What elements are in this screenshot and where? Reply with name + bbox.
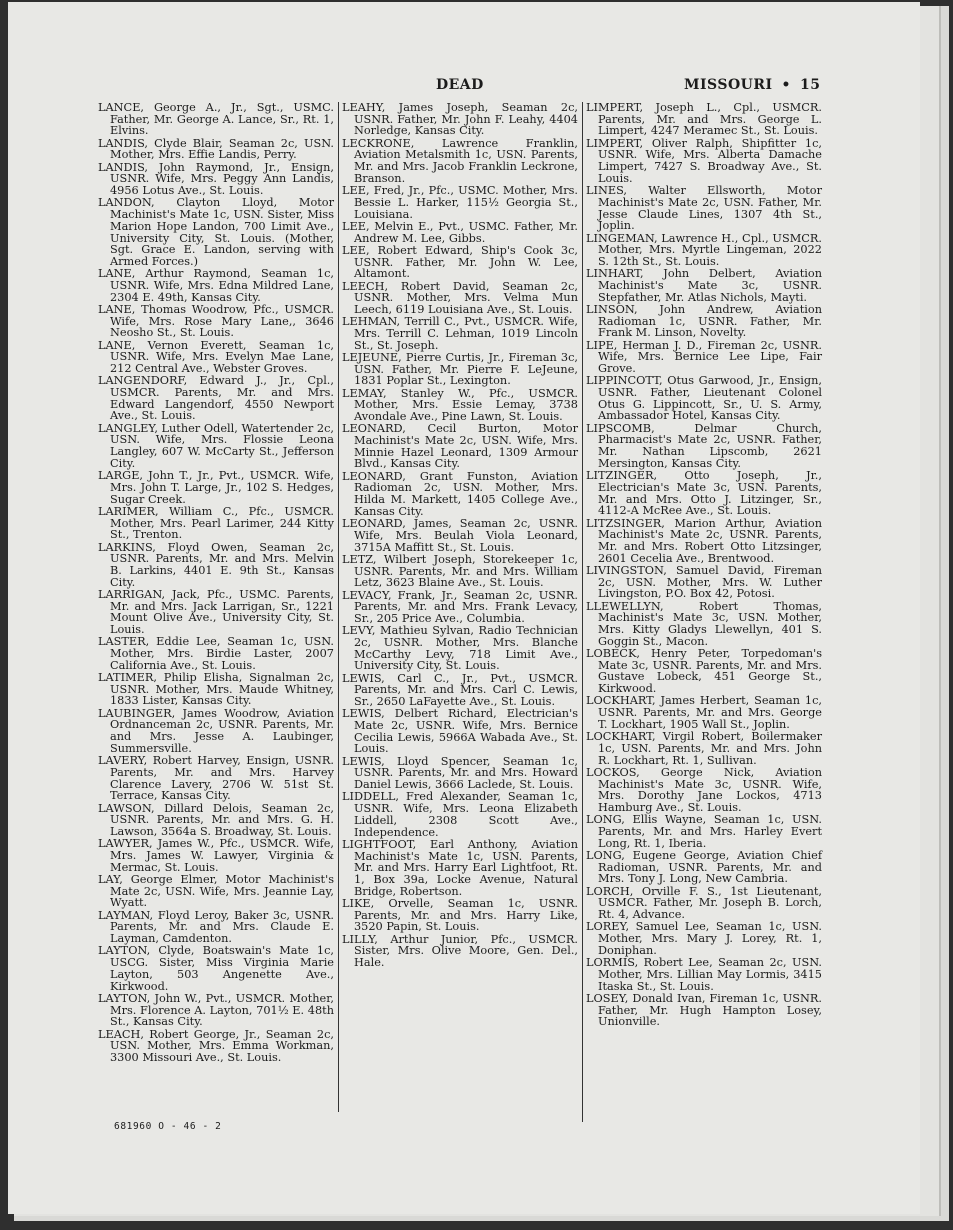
casualty-entry: LECKRONE, Lawrence Franklin, Aviation Metalsmith 1c, USN. Parents, Mr. and Mrs. Jacob Franklin Leckrone, Branson.	[342, 136, 578, 185]
casualty-entry: LETZ, Wilbert Joseph, Storekeeper 1c, USNR. Parents, Mr. and Mrs. William Letz, 3623 Blaine Ave., St. Louis.	[342, 552, 578, 590]
state-heading: MISSOURI	[684, 77, 773, 93]
casualty-entry: LIGHTFOOT, Earl Anthony, Aviation Machinist's Mate 1c, USN. Parents, Mr. and Mrs. Harry Earl Lightfoot, Rt. 1, Box 39a, Locke Avenue, Natural Bridge, Robertson.	[342, 837, 578, 898]
casualty-entry: LLEWELLYN, Robert Thomas, Machinist's Mate 3c, USN. Mother, Mrs. Kitty Gladys Llewellyn, 401 S. Goggin St., Macon.	[586, 599, 822, 648]
casualty-entry: LANDIS, Clyde Blair, Seaman 2c, USN. Mother, Mrs. Effie Landis, Perry.	[98, 136, 334, 162]
casualty-entry: LEE, Fred, Jr., Pfc., USMC. Mother, Mrs. Bessie L. Harker, 115½ Georgia St., Louisiana.	[342, 184, 578, 221]
casualty-entry: LOCKHART, James Herbert, Seaman 1c, USNR. Parents, Mr. and Mrs. George T. Lockhart, 1905 Wall St., Joplin.	[586, 694, 822, 731]
casualty-entry: LEWIS, Carl C., Jr., Pvt., USMCR. Parents, Mr. and Mrs. Carl C. Lewis, Sr., 2650 LaFayette Ave., St. Louis.	[342, 671, 578, 709]
casualty-entry: LEVY, Mathieu Sylvan, Radio Technician 2c, USNR. Mother, Mrs. Blanche McCarthy Levy, 718 Limit Ave., University City, St. Louis.	[342, 624, 578, 673]
print-code: 681960 O - 46 - 2	[114, 1121, 222, 1132]
section-heading: DEAD	[436, 77, 484, 93]
casualty-entry: LORMIS, Robert Lee, Seaman 2c, USN. Mother, Mrs. Lillian May Lormis, 3415 Itaska St., St. Louis.	[586, 956, 822, 993]
casualty-entry: LEWIS, Lloyd Spencer, Seaman 1c, USNR. Parents, Mr. and Mrs. Howard Daniel Lewis, 3666 Laclede, St. Louis.	[342, 754, 578, 792]
casualty-entry: LEONARD, James, Seaman 2c, USNR. Wife, Mrs. Beulah Viola Leonard, 3715A Maffitt St., St. Louis.	[342, 517, 578, 554]
casualty-entry: LAY, George Elmer, Motor Machinist's Mate 2c, USN. Wife, Mrs. Jeannie Lay, Wyatt.	[98, 872, 334, 910]
casualty-entry: LIMPERT, Oliver Ralph, Shipfitter 1c, USNR. Wife, Mrs. Alberta Damache Limpert, 7427 S. Broadway Ave., St. Louis.	[586, 136, 822, 185]
casualty-entry: LEONARD, Cecil Burton, Motor Machinist's Mate 2c, USN. Wife, Mrs. Minnie Hazel Leonard, 1309 Armour Blvd., Kansas City.	[342, 422, 578, 471]
casualty-entry: LAYMAN, Floyd Leroy, Baker 3c, USNR. Parents, Mr. and Mrs. Claude E. Layman, Camdenton.	[98, 908, 334, 946]
casualty-entry: LOCKOS, George Nick, Aviation Machinist's Mate 3c, USNR. Wife, Mrs. Dorothy Jane Lockos, 4713 Hamburg Ave., St. Louis.	[586, 765, 822, 814]
casualty-entry: LIPSCOMB, Delmar Church, Pharmacist's Mate 2c, USNR. Father, Mr. Nathan Lipscomb, 2621 Mersington, Kansas City.	[586, 421, 822, 470]
casualty-entry: LARRIGAN, Jack, Pfc., USMC. Parents, Mr. and Mrs. Jack Larrigan, Sr., 1221 Mount Olive Ave., University City, St. Louis.	[98, 587, 334, 637]
casualty-entry: LINES, Walter Ellsworth, Motor Machinist's Mate 2c, USN. Father, Mr. Jesse Claude Lines, 1307 4th St., Joplin.	[586, 184, 822, 233]
casualty-entry: LAWSON, Dillard Delois, Seaman 2c, USNR. Parents, Mr. and Mrs. G. H. Lawson, 3564a S. Broadway, St. Louis.	[98, 801, 334, 838]
casualty-entry: LANGENDORF, Edward J., Jr., Cpl., USMCR. Parents, Mr. and Mrs. Edward Langendorf, 4550 Newport Ave., St. Louis.	[98, 374, 334, 423]
casualty-entry: LILLY, Arthur Junior, Pfc., USMCR. Sister, Mrs. Olive Moore, Gen. Del., Hale.	[342, 932, 578, 970]
casualty-entry: LIMPERT, Joseph L., Cpl., USMCR. Parents, Mr. and Mrs. George L. Limpert, 4247 Meramec St., St. Louis.	[586, 101, 822, 138]
casualty-entry: LAYTON, John W., Pvt., USMCR. Mother, Mrs. Florence A. Layton, 701½ E. 48th St., Kansas City.	[98, 991, 334, 1029]
casualty-entry: LEHMAN, Terrill C., Pvt., USMCR. Wife, Mrs. Terrill C. Lehman, 1019 Lincoln St., St. Joseph.	[342, 315, 578, 352]
casualty-entry: LIPPINCOTT, Otus Garwood, Jr., Ensign, USNR. Father, Lieutenant Colonel Otus G. Lippincott, Sr., U. S. Army, Ambassador Hotel, Kansas City.	[586, 374, 822, 423]
column-1	[98, 102, 334, 1064]
casualty-entry: LINHART, John Delbert, Aviation Machinist's Mate 3c, USNR. Stepfather, Mr. Atlas Nichols, Mayti.	[586, 267, 822, 304]
casualty-entry: LEECH, Robert David, Seaman 2c, USNR. Mother, Mrs. Velma Mun Leech, 6119 Louisiana Ave., St. Louis.	[342, 279, 578, 316]
bullet-separator: •	[781, 77, 791, 93]
casualty-entry: LEJEUNE, Pierre Curtis, Jr., Fireman 3c, USN. Father, Mr. Pierre F. LeJeune, 1831 Poplar St., Lexington.	[342, 350, 578, 388]
casualty-entry: LEE, Robert Edward, Ship's Cook 3c, USNR. Father, Mr. John W. Lee, Altamont.	[342, 243, 578, 281]
casualty-entry: LATIMER, Philip Elisha, Signalman 2c, USNR. Mother, Mrs. Maude Whitney, 1833 Lister, Kansas City.	[98, 671, 334, 708]
casualty-entry: LIDDELL, Fred Alexander, Seaman 1c, USNR. Wife, Mrs. Leona Elizabeth Liddell, 2308 Scott Ave., Independence.	[342, 790, 578, 839]
column-divider-1	[338, 102, 339, 1112]
casualty-entry: LEVACY, Frank, Jr., Seaman 2c, USNR. Parents, Mr. and Mrs. Frank Levacy, Sr., 205 Price Ave., Columbia.	[342, 588, 578, 625]
casualty-entry: LAWYER, James W., Pfc., USMCR. Wife, Mrs. James W. Lawyer, Virginia & Mermac, St. Louis.	[98, 837, 334, 874]
casualty-entry: LONG, Eugene George, Aviation Chief Radioman, USNR. Parents, Mr. and Mrs. Tony J. Long, New Cambria.	[586, 848, 822, 886]
casualty-entry: LITZINGER, Otto Joseph, Jr., Electrician's Mate 3c, USN. Parents, Mr. and Mrs. Otto J. Litzinger, Sr., 4112-A McRee Ave., St. Louis.	[586, 469, 822, 518]
casualty-entry: LIVINGSTON, Samuel David, Fireman 2c, USN. Mother, Mrs. W. Luther Livingston, P.O. Box 42, Potosi.	[586, 563, 822, 601]
casualty-entry: LOBECK, Henry Peter, Torpedoman's Mate 3c, USNR. Parents, Mr. and Mrs. Gustave Lobeck, 451 George St., Kirkwood.	[586, 647, 822, 696]
casualty-entry: LIKE, Orvelle, Seaman 1c, USNR. Parents, Mr. and Mrs. Harry Like, 3520 Papin, St. Louis.	[342, 896, 578, 934]
casualty-entry: LEMAY, Stanley W., Pfc., USMCR. Mother, Mrs. Essie Lemay, 3738 Avondale Ave., Pine Lawn, St. Louis.	[342, 386, 578, 424]
casualty-entry: LANGLEY, Luther Odell, Watertender 2c, USN. Wife, Mrs. Flossie Leona Langley, 607 W. McCarty St., Jefferson City.	[98, 421, 334, 470]
column-3	[586, 102, 822, 1029]
casualty-entry: LINGEMAN, Lawrence H., Cpl., USMCR. Mother, Mrs. Myrtle Lingeman, 2022 S. 12th St., St. Louis.	[586, 231, 822, 268]
casualty-entry: LASTER, Eddie Lee, Seaman 1c, USN. Mother, Mrs. Birdie Laster, 2007 California Ave., St. Louis.	[98, 635, 334, 672]
casualty-entry: LAVERY, Robert Harvey, Ensign, USNR. Parents, Mr. and Mrs. Harvey Clarence Lavery, 2706 W. 51st St. Terrace, Kansas City.	[98, 754, 334, 803]
casualty-entry: LEE, Melvin E., Pvt., USMC. Father, Mr. Andrew M. Lee, Gibbs.	[342, 219, 578, 245]
casualty-entry: LAUBINGER, James Woodrow, Aviation Ordnanceman 2c, USNR. Parents, Mr. and Mrs. Jesse A. Laubinger, Summersville.	[98, 706, 334, 755]
casualty-entry: LANCE, George A., Jr., Sgt., USMC. Father, Mr. George A. Lance, Sr., Rt. 1, Elvins.	[98, 101, 334, 138]
casualty-entry: LORCH, Orville F. S., 1st Lieutenant, USMCR. Father, Mr. Joseph B. Lorch, Rt. 4, Advance.	[586, 884, 822, 922]
casualty-entry: LINSON, John Andrew, Aviation Radioman 1c, USNR. Father, Mr. Frank M. Linson, Novelty.	[586, 302, 822, 340]
column-2	[342, 102, 578, 969]
column-divider-2	[582, 102, 583, 1122]
casualty-entry: LEACH, Robert George, Jr., Seaman 2c, USN. Mother, Mrs. Emma Workman, 3300 Missouri Ave., St. Louis.	[98, 1027, 334, 1064]
casualty-entry: LIPE, Herman J. D., Fireman 2c, USNR. Wife, Mrs. Bernice Lee Lipe, Fair Grove.	[586, 338, 822, 376]
casualty-entry: LAYTON, Clyde, Boatswain's Mate 1c, USCG. Sister, Miss Virginia Marie Layton, 503 Angenette Ave., Kirkwood.	[98, 944, 334, 993]
casualty-entry: LANDON, Clayton Lloyd, Motor Machinist's Mate 1c, USN. Sister, Miss Marion Hope Landon, 700 Limit Ave., University City, St. Louis. (Mother, Sgt. Grace E. Landon, serving with Armed Forces.)	[98, 196, 334, 268]
casualty-entry: LARGE, John T., Jr., Pvt., USMCR. Wife, Mrs. John T. Large, Jr., 102 S. Hedges, Sugar Creek.	[98, 469, 334, 506]
casualty-entry: LARKINS, Floyd Owen, Seaman 2c, USNR. Parents, Mr. and Mrs. Melvin B. Larkins, 4401 E. 9th St., Kansas City.	[98, 540, 334, 589]
casualty-entry: LOSEY, Donald Ivan, Fireman 1c, USNR. Father, Mr. Hugh Hampton Losey, Unionville.	[586, 991, 822, 1029]
casualty-entry: LEAHY, James Joseph, Seaman 2c, USNR. Father, Mr. John F. Leahy, 4404 Norledge, Kansas City.	[342, 101, 578, 138]
document-page	[8, 2, 920, 1214]
casualty-entry: LOCKHART, Virgil Robert, Boilermaker 1c, USN. Parents, Mr. and Mrs. John R. Lockhart, Rt. 1, Sullivan.	[586, 730, 822, 767]
running-header	[684, 77, 820, 93]
casualty-entry: LANDIS, John Raymond, Jr., Ensign, USNR. Wife, Mrs. Peggy Ann Landis, 4956 Lotus Ave., St. Louis.	[98, 160, 334, 198]
casualty-entry: LONG, Ellis Wayne, Seaman 1c, USN. Parents, Mr. and Mrs. Harley Evert Long, Rt. 1, Iberia.	[586, 813, 822, 850]
casualty-entry: LEONARD, Grant Funston, Aviation Radioman 2c, USN. Mother, Mrs. Hilda M. Markett, 1405 College Ave., Kansas City.	[342, 469, 578, 518]
page-number: 15	[800, 77, 821, 93]
casualty-entry: LITZSINGER, Marion Arthur, Aviation Machinist's Mate 2c, USNR. Parents, Mr. and Mrs. Robert Otto Litzsinger, 2601 Cecelia Ave., Brentwood.	[586, 516, 822, 565]
casualty-entry: LOREY, Samuel Lee, Seaman 1c, USN. Mother, Mrs. Mary J. Lorey, Rt. 1, Doniphan.	[586, 920, 822, 957]
casualty-entry: LANE, Thomas Woodrow, Pfc., USMCR. Wife, Mrs. Rose Mary Lane,, 3646 Neosho St., St. Louis.	[98, 302, 334, 340]
casualty-entry: LARIMER, William C., Pfc., USMCR. Mother, Mrs. Pearl Larimer, 244 Kitty St., Trenton.	[98, 504, 334, 542]
casualty-entry: LANE, Arthur Raymond, Seaman 1c, USNR. Wife, Mrs. Edna Mildred Lane, 2304 E. 49th, Kansas City.	[98, 267, 334, 304]
casualty-entry: LEWIS, Delbert Richard, Electrician's Mate 2c, USNR. Wife, Mrs. Bernice Cecilia Lewis, 5966A Wabada Ave., St. Louis.	[342, 707, 578, 756]
casualty-entry: LANE, Vernon Everett, Seaman 1c, USNR. Wife, Mrs. Evelyn Mae Lane, 212 Central Ave., Webster Groves.	[98, 338, 334, 376]
